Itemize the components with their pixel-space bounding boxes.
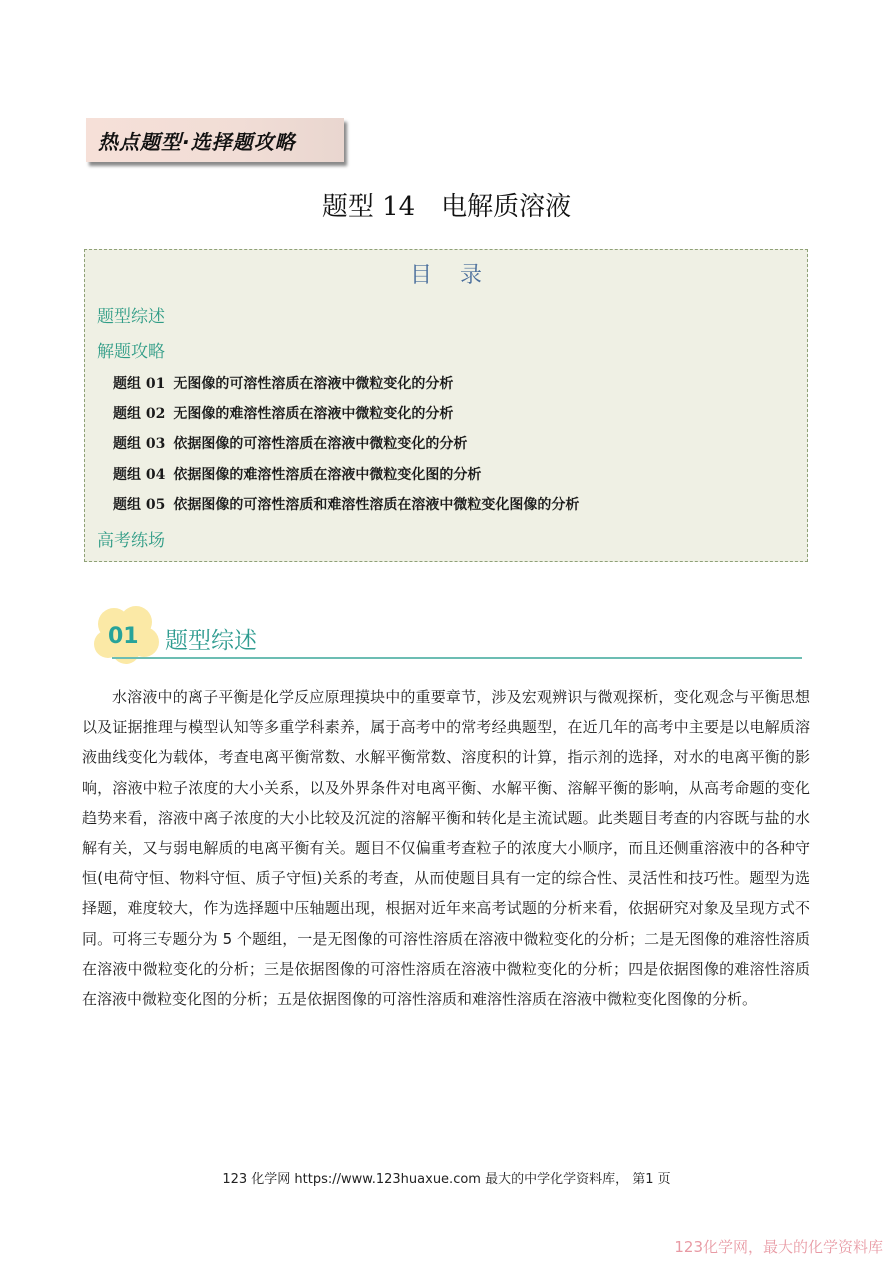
toc-item-text: 依据图像的难溶性溶质在溶液中微粒变化图的分析 [173, 467, 482, 483]
toc-item-text: 无图像的可溶性溶质在溶液中微粒变化的分析 [173, 376, 454, 392]
category-banner-text: 热点题型·选择题攻略 [98, 130, 296, 154]
page-footer: 123 化学网 https://www.123huaxue.com 最大的中学化学资料库， 第1 页 [222, 1172, 671, 1187]
toc-item-code: 题组 05 [113, 497, 166, 513]
overview-paragraph: 水溶液中的离子平衡是化学反应原理摸块中的重要章节，涉及宏观辨识与微观探析，变化观念与平衡思想以及证据推理与模型认知等多重学科素养，属于高考中的常考经典题型，在近几年的高考中主要是以电解质溶液曲线变化为载体，考查电离平衡常数、水解平衡常数、溶度积的计算，指示剂的选择，对水的电离平衡的影响，溶液中粒子浓度的大小关系，以及外界条件对电离平衡、水解平衡、溶解平衡的影响，从高考命题的变化趋势来看，溶液中离子浓度的大小比较及沉淀的溶解平衡和转化是主流试题。此类题目考查的内容既与盐的水解有关，又与弱电解质的电离平衡有关。题目不仅偏重考查粒子的浓度大小顺序，而且还侧重溶液中的各种守恒(电荷守恒、物料守恒、质子守恒)关系的考查，从而使题目具有一定的综合性、灵活性和技巧性。题型为选择题，难度较大，作为选择题中压轴题出现，根据对近年来高考试题的分析来看，依据研究对象及呈现方式不同。可将三专题分为 5 个题组，一是无图像的可溶性溶质在溶液中微粒变化的分析；二是无图像的难溶性溶质在溶液中微粒变化的分析；三是依据图像的可溶性溶质在溶液中微粒变化的分析；四是依据图像的难溶性溶质在溶液中微粒变化图的分析；五是依据图像的可溶性溶质和难溶性溶质在溶液中微粒变化图像的分析。 [82, 688, 810, 1009]
toc-item[interactable] [113, 494, 579, 514]
table-of-contents [84, 249, 808, 562]
toc-link-overview[interactable]: 题型综述 [97, 307, 165, 327]
toc-item-code: 题组 02 [113, 406, 166, 422]
toc-item[interactable] [113, 433, 467, 453]
section-divider [112, 657, 802, 659]
category-banner [86, 118, 344, 162]
section-header [92, 604, 804, 664]
toc-item-text: 依据图像的可溶性溶质和难溶性溶质在溶液中微粒变化图像的分析 [173, 497, 580, 513]
watermark-text: 123化学网，最大的化学资料库 [674, 1238, 883, 1256]
toc-item[interactable] [113, 464, 481, 484]
toc-item-code: 题组 01 [113, 376, 166, 392]
toc-item[interactable] [113, 403, 453, 423]
toc-item-code: 题组 03 [113, 436, 166, 452]
section-title: 题型综述 [165, 628, 257, 654]
toc-item[interactable] [113, 373, 453, 393]
toc-link-strategy[interactable]: 解题攻略 [97, 342, 165, 362]
toc-item-text: 无图像的难溶性溶质在溶液中微粒变化的分析 [173, 406, 454, 422]
section-number: 01 [108, 624, 139, 649]
toc-link-practice[interactable]: 高考练场 [97, 531, 165, 551]
toc-heading: 目录 [409, 263, 510, 288]
page-title: 题型 14 电解质溶液 [321, 192, 572, 222]
toc-item-text: 依据图像的可溶性溶质在溶液中微粒变化的分析 [173, 436, 468, 452]
toc-item-code: 题组 04 [113, 467, 166, 483]
